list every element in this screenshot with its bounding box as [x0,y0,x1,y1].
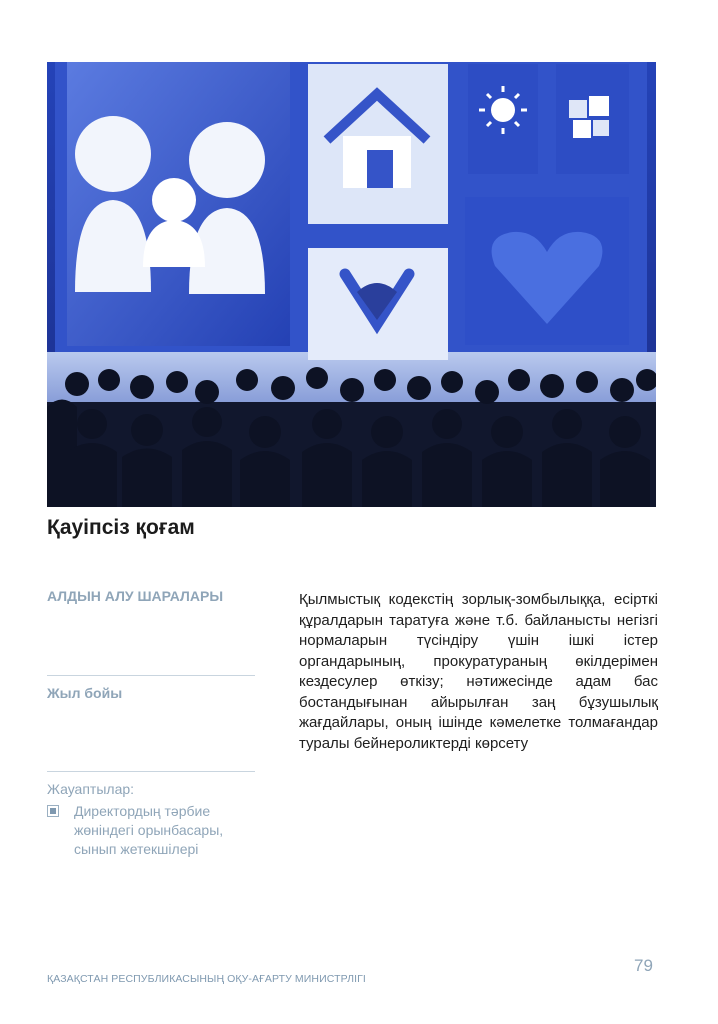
square-bullet-icon [47,805,59,817]
responsible-text: Директордың тәрбие жөніндегі орынбасары, сынып жетекшілері [74,803,224,857]
hero-photo [47,62,656,507]
puzzle-icon [556,64,629,174]
footer-ministry: ҚАЗАҚСТАН РЕСПУБЛИКАСЫНЫҢ ОҚУ-АҒАРТУ МИНИСТРЛІГІ [47,973,366,985]
timeframe: Жыл бойы [47,685,123,701]
activity-description: Қылмыстық кодекстің зорлық-зомбылыққа, есірткі құралдарын таратуға және т.б. байланысты негізгі нормаларын түсіндіру үшін ішкі істер органдарының, прокуратураның өкілдерімен кездесулер өткізу; нәтижесінде адам бас бостандығынан айырылған заң бұзушылық жағдайлары, оның ішінде кәмелетке толмағандар туралы бейнероликтерді көрсету [299,591,658,752]
page-title: Қауіпсіз қоғам [47,516,195,539]
family-icon [67,62,290,346]
responsible-label: Жауаптылар: [47,781,135,797]
section-block [47,588,255,604]
house-icon [308,64,448,224]
responsible-item [47,802,257,859]
hands-icon [308,248,448,360]
page-number: 79 [634,956,653,975]
section-label: АЛДЫН АЛУ ШАРАЛАРЫ [47,588,224,604]
sun-icon [468,64,538,174]
heart-icon [465,197,629,345]
divider [47,771,255,772]
conference-illustration [47,62,656,507]
divider [47,675,255,676]
